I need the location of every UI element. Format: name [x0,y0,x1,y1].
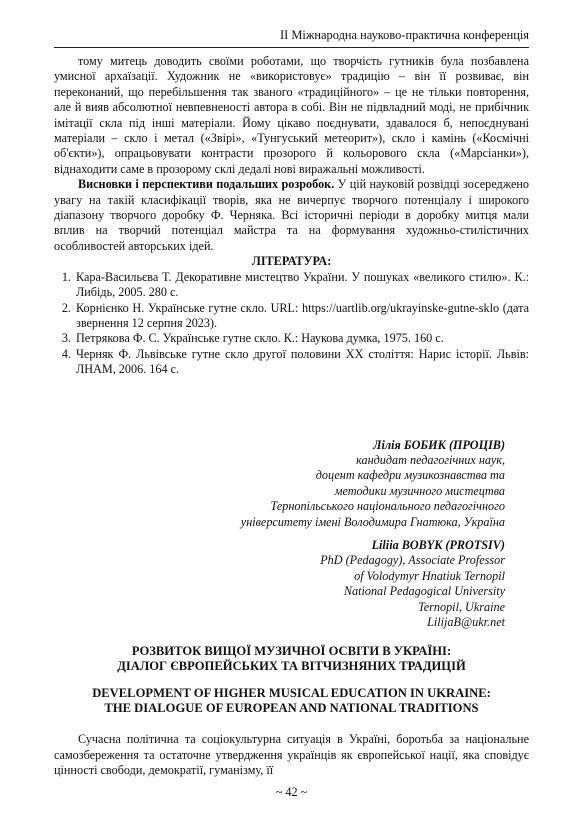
author-university-en-1: of Volodymyr Hnatiuk Ternopil [354,568,505,583]
paragraph-conclusions [54,177,529,254]
conclusions-heading: Висновки і перспективи подальших розробок. [78,177,335,192]
author-degree-uk: кандидат педагогічних наук, [356,452,505,467]
author-email: LilijaB@ukr.net [427,615,505,629]
author-name-en: Liliia BOBYK (PROTSIV) [371,537,505,552]
article-title-en-line1: DEVELOPMENT OF HIGHER MUSICAL EDUCATION IN UKRAINE: [92,686,491,701]
page-number: ~ 42 ~ [275,785,308,799]
conclusions-text: У цій науковій розвідці зосереджено увагу на такій класифікації творів, яка не вичерпує творчого потенціалу і широкого діапазону творчого доробку Ф. Черняка. Всі історичні періоди в доробку митця мали вплив на творчий потенціал майстра та на формування художньо-стилістичних особливостей авторських ідей. [54,177,529,253]
author-university-uk: Тернопільського національного педагогічного [270,499,505,514]
reference-item: 2. Корнієнко Н. Українське гутне скло. URL: https://uartlib.org/ukrayinske-gutne-sklo (дата звернення 12 серпня 2023). [74,301,529,332]
author-name-uk: Лілія БОБИК (ПРОЦІВ) [373,437,505,452]
author-info-en [54,538,529,630]
running-header: II Міжнародна науково-практична конференція [54,28,529,48]
author-university-en-2: National Pedagogical University [343,584,505,599]
author-position-uk: доцент кафедри музикознавства та [315,468,505,483]
reference-item: 3. Петрякова Ф. С. Українське гутне скло. К.: Наукова думка, 1975. 160 с. [74,331,529,346]
author-degree-en: PhD (Pedagogy), Associate Professor [320,553,505,568]
page-content [54,54,529,779]
author-department-uk: методики музичного мистецтва [334,483,505,498]
article-title-uk [54,644,529,674]
author-university-name-uk: університету імені Володимира Гнатюка, Україна [240,514,505,529]
reference-item: 4. Черняк Ф. Львівське гутне скло другої половини XX століття: Нарис історії. Львів: ЛНАМ, 2006. 164 с. [74,347,529,378]
article-title-en-line2: THE DIALOGUE OF EUROPEAN AND NATIONAL TRADITIONS [104,701,479,716]
paragraph-conclusion-previous: тому митець доводить своїми роботами, що творчість гутників була позбавлена умисної архаїзації. Художник не «використовує» традицію – він її розвиває, він переконаний, що перебільшення так званого «традиційного» – це не тільки повторення, але й вияв абсолютної невпевненості автора в собі. Він не підвладний моді, не прибічник імітації скла під інші матеріали. Йому цікаво поєднувати, здавалося б, непоєднувані матеріали – скло і метал («Звірі», «Тунгуський метеорит»), скло і камінь («Космічні об'єкти»), опрацьовувати контрасти прозорого й кольорового скла («Марсіанки»), віднаходити саме в прозорому склі дедалі нові виражальні можливості. [54,54,529,176]
article-title-uk-line2: ДІАЛОГ ЄВРОПЕЙСЬКИХ ТА ВІТЧИЗНЯНИХ ТРАДИЦІЙ [117,659,466,674]
article-body-start: Сучасна політична та соціокультурна ситуація в Україні, боротьба за національне самозбереження та остаточне утвердження українців як європейської нації, яка сповідує цінності свободи, демократії, гуманізму, її [54,732,529,778]
article-title-en [54,686,529,716]
reference-item: 1. Кара-Васильєва Т. Декоративне мистецтво України. У пошуках «великого стилю». К.: Либідь, 2005. 280 с. [74,270,529,301]
references-list [54,270,529,378]
author-location-en: Ternopil, Ukraine [418,599,505,614]
article-title-uk-line1: РОЗВИТОК ВИЩОЇ МУЗИЧНОЇ ОСВІТИ В УКРАЇНІ: [131,644,452,659]
literature-title: ЛІТЕРАТУРА: [251,254,332,269]
author-info-uk [54,438,529,530]
